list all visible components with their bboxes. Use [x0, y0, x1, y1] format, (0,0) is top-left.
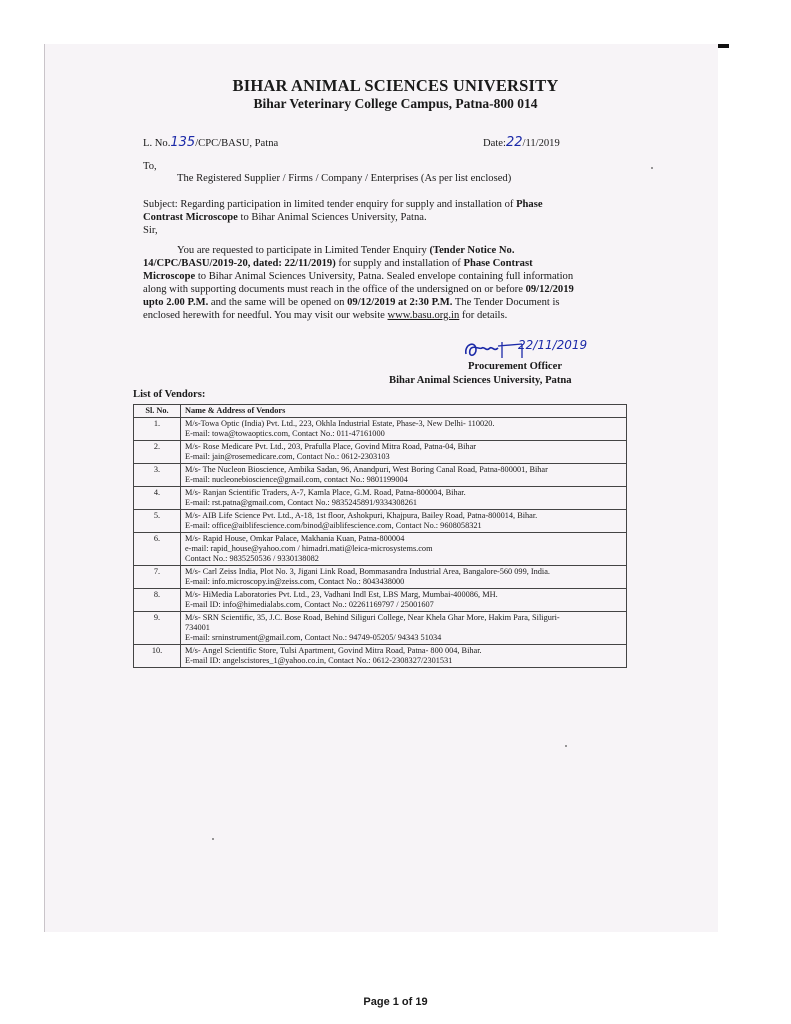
- column-header: Sl. No.: [134, 405, 181, 418]
- serial-number: 2.: [134, 441, 181, 464]
- vendors-table: [133, 404, 627, 668]
- table-row: [134, 589, 627, 612]
- vendor-cell: M/s- The Nucleon Bioscience, Ambika Sadan, 96, Anandpuri, West Boring Canal Road, Patna-800001, Bihar E-mail: nucleonebioscience@gmail.com, contact No.: 9801199004: [181, 464, 627, 487]
- body-line-1: You are requested to participate in Limited Tender Enquiry (Tender Notice No.: [177, 245, 515, 256]
- serial-number: 4.: [134, 487, 181, 510]
- serial-number: 5.: [134, 510, 181, 533]
- vendors-heading: List of Vendors:: [133, 389, 206, 400]
- table-row: [134, 464, 627, 487]
- letter-number: L. No.135/CPC/BASU, Patna: [143, 135, 279, 150]
- vendor-cell: M/s-Towa Optic (India) Pvt. Ltd., 223, Okhla Industrial Estate, Phase-3, New Delhi- 110020. E-mail: towa@towaoptics.com, Contact No.: 011-47161000: [181, 418, 627, 441]
- subject-line-2: Contrast Microscope to Bihar Animal Sciences University, Patna.: [143, 212, 427, 223]
- vendor-cell: M/s- Carl Zeiss India, Plot No. 3, Jigani Link Road, Bommasandra Industrial Area, Bangalore-560 099, India. E-mail: info.microscopy.in@zeiss.com, Contact No.: 8043438000: [181, 566, 627, 589]
- campus-subtitle: Bihar Veterinary College Campus, Patna-800 014: [253, 96, 538, 111]
- salutation: Sir,: [143, 225, 158, 236]
- table-row: [134, 612, 627, 645]
- recipient-line: The Registered Supplier / Firms / Company / Enterprises (As per list enclosed): [177, 173, 512, 184]
- letter-date: Date:22/11/2019: [483, 135, 560, 150]
- vendor-cell: M/s- Ranjan Scientific Traders, A-7, Kamla Place, G.M. Road, Patna-800004, Bihar. E-mail: rst.patna@gmail.com, Contact No.: 9835245891/9334308261: [181, 487, 627, 510]
- scan-speck: [651, 167, 653, 169]
- vendor-cell: M/s- HiMedia Laboratories Pvt. Ltd., 23, Vadhani Indl Est, LBS Marg, Mumbai-400086, MH. E-mail ID: info@himedialabs.com, Contact No.: 02261169797 / 25001607: [181, 589, 627, 612]
- university-title: BIHAR ANIMAL SCIENCES UNIVERSITY: [232, 76, 559, 95]
- scan-speck: [565, 745, 567, 747]
- body-line-3: Microscope to Bihar Animal Sciences University, Patna. Sealed envelope containing full information: [143, 271, 574, 282]
- body-line-6: enclosed herewith for needful. You may visit our website www.basu.org.in for details.: [143, 310, 508, 321]
- column-header: Name & Address of Vendors: [181, 405, 627, 418]
- table-header-row: [134, 405, 627, 418]
- table-row: [134, 487, 627, 510]
- body-line-5: upto 2.00 P.M. and the same will be opened on 09/12/2019 at 2:30 P.M. The Tender Document is: [143, 297, 560, 308]
- page-number: Page 1 of 19: [363, 996, 428, 1008]
- handwritten-date-day: 22: [505, 135, 523, 150]
- scan-speck: [212, 838, 214, 840]
- table-row: [134, 645, 627, 668]
- signature-date: 22/11/2019: [518, 338, 588, 352]
- serial-number: 10.: [134, 645, 181, 668]
- table-row: [134, 441, 627, 464]
- handwritten-ref-number: 135: [170, 135, 196, 150]
- signatory-title: Procurement Officer: [468, 361, 563, 372]
- serial-number: 7.: [134, 566, 181, 589]
- table-row: [134, 418, 627, 441]
- signatory-organization: Bihar Animal Sciences University, Patna: [389, 375, 572, 386]
- table-row: [134, 510, 627, 533]
- table-row: [134, 533, 627, 566]
- serial-number: 6.: [134, 533, 181, 566]
- vendor-cell: M/s- Angel Scientific Store, Tulsi Apartment, Govind Mitra Road, Patna- 800 004, Bihar. E-mail ID: angelscistores_1@yahoo.co.in, Contact No.: 0612-2308327/2301531: [181, 645, 627, 668]
- serial-number: 9.: [134, 612, 181, 645]
- serial-number: 8.: [134, 589, 181, 612]
- vendor-cell: M/s- Rose Medicare Pvt. Ltd., 203, Prafulla Place, Govind Mitra Road, Patna-04, Bihar E-mail: jain@rosemedicare.com, Contact No.: 0612-2303103: [181, 441, 627, 464]
- vendor-cell: M/s- Rapid House, Omkar Palace, Makhania Kuan, Patna-800004 e-mail: rapid_house@yahoo.com / himadri.mati@leica-microsystems.com Contact No.: 9835250536 / 9330138082: [181, 533, 627, 566]
- serial-number: 3.: [134, 464, 181, 487]
- serial-number: 1.: [134, 418, 181, 441]
- website-link[interactable]: www.basu.org.in: [387, 310, 460, 321]
- body-line-4: along with supporting documents must reach in the office of the undersigned on or before 09/12/2019: [143, 284, 574, 295]
- to-line: To,: [143, 161, 157, 172]
- table-row: [134, 566, 627, 589]
- subject-line-1: Subject: Regarding participation in limited tender enquiry for supply and installation of Phase: [143, 199, 543, 210]
- vendor-cell: M/s- SRN Scientific, 35, J.C. Bose Road, Behind Siliguri College, Near Khela Ghar More, Hakim Para, Siliguri- 734001 E-mail: srninstrument@gmail.com, Contact No.: 94749-05205/ 94343 51034: [181, 612, 627, 645]
- body-line-2: 14/CPC/BASU/2019-20, dated: 22/11/2019) for supply and installation of Phase Contrast: [143, 258, 533, 269]
- vendor-cell: M/s- AIB Life Science Pvt. Ltd., A-18, 1st floor, Ashokpuri, Khajpura, Bailey Road, Patna-800014, Bihar. E-mail: office@aiblifescience.com/binod@aiblifescience.com, Contact No.: 9608058321: [181, 510, 627, 533]
